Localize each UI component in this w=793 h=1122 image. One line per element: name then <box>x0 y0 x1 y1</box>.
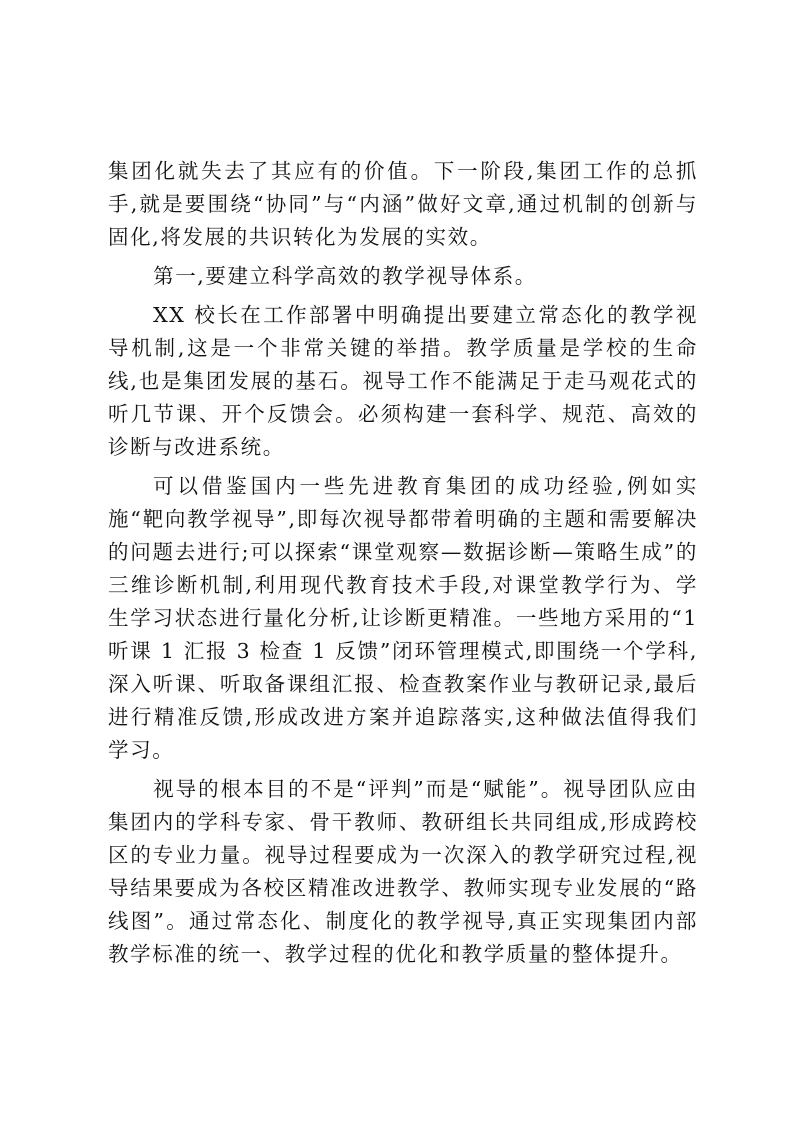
paragraph-empowerment: 视导的根本目的不是“评判”而是“赋能”。视导团队应由集团内的学科专家、骨干教师、教研组长共同组成,形成跨校区的专业力量。视导过程要成为一次深入的教学研究过程,视导结果要成为各校区精准改进教学、教师实现专业发展的“路线图”。通过常态化、制度化的教学视导,真正实现集团内部教学标准的统一、教学过程的优化和教学质量的整体提升。 <box>108 777 698 966</box>
paragraph-continued: 集团化就失去了其应有的价值。下一阶段,集团工作的总抓手,就是要围绕“协同”与“内涵”做好文章,通过机制的创新与固化,将发展的共识转化为发展的实效。 <box>108 159 698 249</box>
paragraph-section-heading: 第一,要建立科学高效的教学视导体系。 <box>153 264 537 288</box>
paragraph-principal-deployment: XX 校长在工作部署中明确提出要建立常态化的教学视导机制,这是一个非常关键的举措。教学质量是学校的生命线,也是集团发展的基石。视导工作不能满足于走马观花式的听几节课、开个反馈会。必须构建一套科学、规范、高效的诊断与改进系统。 <box>108 303 698 459</box>
paragraph-experience-reference: 可以借鉴国内一些先进教育集团的成功经验,例如实施“靶向教学视导”,即每次视导都带着明确的主题和需要解决的问题去进行;可以探索“课堂观察—数据诊断—策略生成”的三维诊断机制,利用现代教育技术手段,对课堂教学行为、学生学习状态进行量化分析,让诊断更精准。一些地方采用的“1 听课 1 汇报 3 检查 1 反馈”闭环管理模式,即围绕一个学科,深入听课、听取备课组汇报、检查教案作业与教研记录,最后进行精准反馈,形成改进方案并追踪落实,这种做法值得我们学习。 <box>108 474 698 762</box>
document-body <box>108 155 698 971</box>
